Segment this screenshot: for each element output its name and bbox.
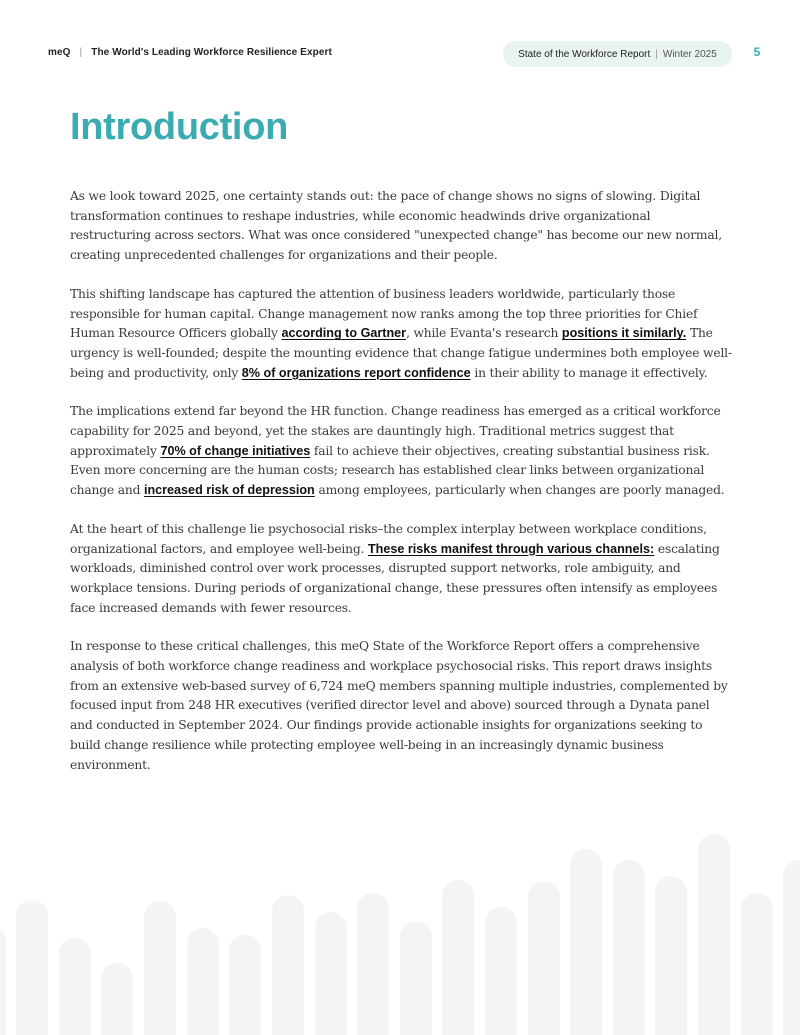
report-title: State of the Workforce Report [518, 48, 651, 60]
paragraph-4 [70, 520, 734, 619]
paragraph-3-text-3: among employees, particularly when changes are poorly managed. [314, 483, 725, 498]
decorative-bar [570, 849, 602, 1035]
decorative-bar [315, 912, 347, 1035]
paragraph-2-text-3: The urgency is well-founded; despite the mounting evidence that change fatigue undermines both employee well-being and productivity, only [70, 326, 732, 380]
paragraph-5-text: In response to these critical challenges, this meQ State of the Workforce Report offers a comprehensive analysis of both workforce change readiness and workplace psychosocial risks. This report draws insights from an extensive web-based survey of 6,724 meQ members spanning multiple industries, complemented by focused input from 248 HR executives (verified director level and above) sourced through a Dynata panel and conducted in September 2024. Our findings provide actionable insights for organizations seeking to build change resilience while protecting employee well-being in an increasingly dynamic business environment. [70, 639, 728, 772]
decorative-bar [400, 921, 432, 1035]
page-title: Introduction [70, 106, 289, 148]
link-risks-manifest[interactable]: These risks manifest through various channels: [367, 541, 655, 556]
paragraph-1-text: As we look toward 2025, one certainty stands out: the pace of change shows no signs of slowing. Digital transformation continues to reshape industries, while economic headwinds drive organizational restructuring across sectors. What was once considered "unexpected change" has become our new normal, creating unprecedented challenges for organizations and their people. [70, 189, 722, 263]
paragraph-3 [70, 402, 734, 501]
decorative-bar [655, 876, 687, 1035]
paragraph-2 [70, 285, 734, 384]
header-branding [48, 47, 332, 58]
report-pill [503, 41, 732, 67]
page-number: 5 [753, 45, 761, 59]
article-body [70, 187, 734, 794]
decorative-bar [528, 881, 560, 1035]
paragraph-2-text-2: , while Evanta's research [406, 326, 562, 341]
decorative-bar [187, 928, 219, 1035]
paragraph-3-text-2: fail to achieve their objectives, creating substantial business risk. Even more concerning are the human costs; research has established clear links between organizational change and [70, 443, 710, 498]
decorative-bar [229, 935, 261, 1035]
report-date: Winter 2025 [662, 48, 717, 60]
link-according-to-gartner[interactable]: according to Gartner [281, 326, 407, 341]
brand-tagline: The World's Leading Workforce Resilience Expert [91, 47, 332, 58]
decorative-bar [101, 963, 133, 1035]
decorative-bar [357, 893, 389, 1035]
paragraph-3-text-1: The implications extend far beyond the HR function. Change readiness has emerged as a critical workforce capability for 2025 and beyond, yet the stakes are dauntingly high. Traditional metrics suggest that approximately [70, 404, 721, 458]
paragraph-1 [70, 187, 734, 266]
decorative-bar [59, 938, 91, 1035]
link-change-initiatives[interactable]: 70% of change initiatives [160, 443, 311, 458]
decorative-bar [783, 860, 800, 1035]
paragraph-4-text-2: escalating workloads, diminished control over work processes, disrupted support networks, role ambiguity, and workplace tensions. During periods of organizational change, these pressures often intensify as employees face increased demands with fewer resources. [70, 541, 720, 615]
report-separator: | [655, 48, 658, 60]
decorative-bar [16, 900, 48, 1035]
decorative-bar [698, 834, 730, 1035]
decorative-bar [272, 895, 304, 1035]
decorative-bars-graphic [0, 820, 800, 1035]
decorative-bar [613, 860, 645, 1035]
paragraph-4-text-1: At the heart of this challenge lie psychosocial risks–the complex interplay between workplace conditions, organizational factors, and employee well-being. [70, 521, 707, 556]
link-increased-risk-of-depression[interactable]: increased risk of depression [143, 483, 315, 498]
decorative-bar [485, 907, 517, 1035]
header-separator: | [79, 47, 83, 58]
link-organizations-report-confidence[interactable]: 8% of organizations report confidence [241, 365, 471, 380]
paragraph-5 [70, 637, 734, 775]
decorative-bar [442, 880, 474, 1035]
paragraph-2-text-4: in their ability to manage it effectively. [470, 365, 708, 380]
decorative-bar [741, 893, 773, 1035]
link-positions-it-similarly[interactable]: positions it similarly. [561, 326, 687, 341]
brand-name: meQ [48, 47, 71, 58]
paragraph-2-text-1: This shifting landscape has captured the attention of business leaders worldwide, particularly those responsible for human capital. Change management now ranks among the top three priorities for Chief Human Resource Officers globally [70, 286, 698, 341]
decorative-bar [144, 901, 176, 1035]
decorative-bar [0, 928, 6, 1035]
